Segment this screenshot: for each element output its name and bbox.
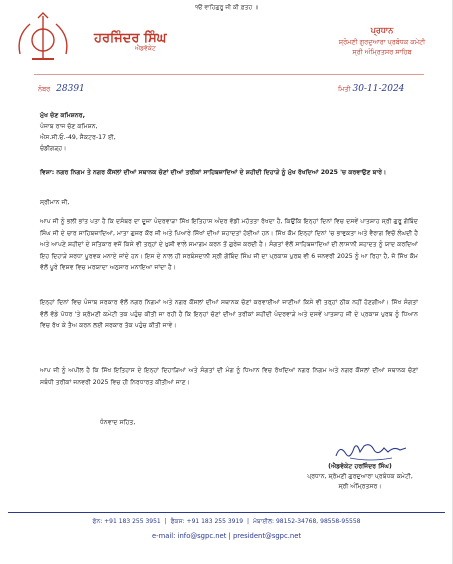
letterhead-name: ਹਰਜਿੰਦਰ ਸਿੰਘ	[94, 31, 167, 46]
phone-number: +91 183 255 3951	[104, 518, 161, 525]
body-paragraph: ਆਪ ਜੀ ਨੂੰ ਭਲੀ ਭਾਂਤ ਪਤਾ ਹੈ ਕਿ ਦਸੰਬਰ ਦਾ ਦੂਜਾ ਪੰਦਰਵਾੜਾ ਸਿੱਖ ਇਤਿਹਾਸ ਅੰਦਰ ਵੱਡੀ ਮਹੱਤਤਾ ਰੱਖਦਾ ਹੈ, ਕਿਉਂਕਿ ਇਨ੍ਹਾਂ ਦਿਨਾਂ ਵਿਚ ਦਸਵੇਂ ਪਾਤਸ਼ਾਹ ਸ੍ਰੀ ਗੁਰੂ ਗੋਬਿੰਦ ਸਿੰਘ ਜੀ ਦੇ ਚਾਰ ਸਾਹਿਬਜ਼ਾਦਿਆਂ, ਮਾਤਾ ਗੁਜਰ ਕੌਰ ਜੀ ਅਤੇ ਪਿਆਰੇ ਸਿੱਖਾਂ ਦੀਆਂ ਸ਼ਹਾਦਤਾਂ ਹੋਈਆਂ ਹਨ। ਸਿੱਖ ਕੌਮ ਇਨ੍ਹਾਂ ਦਿਨਾਂ 'ਚ ਭਾਵੁਕਤਾ ਅਤੇ ਵੈਰਾਗ ਵਿਚੋਂ ਲੰਘਦੀ ਹੈ ਅਤੇ ਆਪਣੇ ਸ਼ਹੀਦਾਂ ਦੇ ਸਤਿਕਾਰ ਵਜੋਂ ਕਿਸੇ ਵੀ ਤਰ੍ਹਾਂ ਦੇ ਖ਼ੁਸ਼ੀ ਵਾਲੇ ਸਮਾਗਮ ਕਰਨ ਤੋਂ ਗੁਰੇਜ਼ ਕਰਦੀ ਹੈ। ਸੰਗਤਾਂ ਵੱਲੋਂ ਸਾਹਿਬਜ਼ਾਦਿਆਂ ਦੀ ਲਾਸਾਨੀ ਸ਼ਹਾਦਤ ਨੂੰ ਯਾਦ ਕਰਦਿਆਂ ਇਹ ਦਿਹਾੜੇ ਸ਼ਰਧਾ ਪੂਰਵਕ ਮਨਾਏ ਜਾਂਦੇ ਹਨ। ਇਸ ਦੇ ਨਾਲ ਹੀ ਸਰਬੰਸਦਾਨੀ ਸ੍ਰੀ ਗੋਬਿੰਦ ਸਿੰਘ ਜੀ ਦਾ ਪ੍ਰਕਾਸ਼ ਪੁਰਬ ਵੀ 6 ਜਨਵਰੀ 2025 ਨੂੰ ਆ ਰਿਹਾ ਹੈ, ਜੋ ਸਿੱਖ ਕੌਮ ਵੱਲੋਂ ਪੂਰੇ ਵਿਸ਼ਵ ਵਿਚ ਮਰਯਾਦਾ ਅਨੁਸਾਰ ਮਨਾਇਆ ਜਾਂਦਾ ਹੈ।	[40, 218, 418, 272]
office-title: ਪ੍ਰਧਾਨ	[370, 26, 394, 35]
mobile-number: 98152-34768, 98558-95558	[275, 518, 361, 525]
recipient-line: ਪੰਜਾਬ ਰਾਜ ਚੋਣ ਕਮਿਸ਼ਨ,	[40, 123, 98, 130]
signatory-name: (ਐਡਵੋਕੇਟ ਹਰਜਿੰਦਰ ਸਿੰਘ)	[328, 463, 392, 470]
office-block	[322, 26, 442, 57]
mobile-label: ਮੋਬਾਈਲ:	[252, 518, 275, 525]
ref-label: ਨੰਬਰ	[38, 85, 51, 93]
invocation-line: ੧ੳ ਵਾਹਿਗੁਰੂ ਜੀ ਕੀ ਫ਼ਤਹ ॥	[194, 4, 259, 11]
office-org: ਸ਼੍ਰੋਮਣੀ ਗੁਰਦੁਆਰਾ ਪ੍ਰਬੰਧਕ ਕਮੇਟੀ	[338, 38, 426, 46]
reference-number	[38, 84, 85, 94]
closing-line: ਧੰਨਵਾਦ ਸਹਿਤ,	[100, 419, 136, 426]
date-value: 30-11-2024	[352, 84, 405, 94]
recipient-line: ਚੰਡੀਗੜ੍ਹ।	[40, 145, 67, 152]
header-divider	[34, 74, 424, 75]
subject-line: ਵਿਸ਼ਾ: ਨਗਰ ਨਿਗਮ ਤੇ ਨਗਰ ਕੌਂਸਲਾਂ ਦੀਆਂ ਸਥਾਨਕ ਚੋਣਾਂ ਦੀਆਂ ਤਰੀਕਾਂ ਸਾਹਿਬਜ਼ਾਦਿਆਂ ਦੇ ਸ਼ਹੀਦੀ ਦਿਹਾੜੇ ਨੂੰ ਮੁੱਖ ਰੱਖਦਿਆਂ 2025 'ਚ ਕਰਵਾਉਣ ਬਾਰੇ।	[40, 169, 387, 176]
recipient-address	[40, 110, 116, 154]
signatory-block	[290, 462, 430, 492]
salutation: ਸ੍ਰੀਮਾਨ ਜੀ,	[40, 199, 70, 206]
footer-divider	[8, 512, 445, 513]
office-place: ਸ੍ਰੀ ਅੰਮ੍ਰਿਤਸਰ ਸਾਹਿਬ	[352, 48, 412, 56]
fax-number: +91 183 255 3919	[186, 518, 244, 525]
recipient-line: ਮੁੱਖ ਚੋਣ ਕਮਿਸ਼ਨਰ,	[40, 112, 85, 119]
body-paragraph: ਆਪ ਜੀ ਨੂੰ ਅਪੀਲ ਹੈ ਕਿ ਸਿੱਖ ਇਤਿਹਾਸ ਦੇ ਇਨ੍ਹਾਂ ਦਿਹਾੜਿਆਂ ਅਤੇ ਸੰਗਤਾਂ ਦੀ ਮੰਗ ਨੂੰ ਧਿਆਨ ਵਿਚ ਰੱਖਦਿਆਂ ਨਗਰ ਨਿਗਮ ਅਤੇ ਨਗਰ ਕੌਂਸਲਾਂ ਦੀਆਂ ਸਥਾਨਕ ਚੋਣਾਂ ਸਬੰਧੀ ਤਰੀਕਾਂ ਜਨਵਰੀ 2025 ਵਿਚ ਹੀ ਨਿਰਧਾਰਤ ਕੀਤੀਆਂ ਜਾਣ।	[40, 367, 418, 386]
footer-contacts: ਫੋਨ: +91 183 255 3951 | ਫੈਕਸ: +91 183 255 3919 | ਮੋਬਾਈਲ: 98152-34768, 98558-95558	[92, 518, 361, 525]
footer-email: e-mail: info@sgpc.net | president@sgpc.net	[151, 532, 302, 540]
signatory-title: ਪ੍ਰਧਾਨ, ਸ਼੍ਰੋਮਣੀ ਗੁਰਦੁਆਰਾ ਪ੍ਰਬੰਧਕ ਕਮੇਟੀ,	[307, 473, 413, 480]
body-paragraph: ਇਨ੍ਹਾਂ ਦਿਨਾਂ ਵਿਚ ਪੰਜਾਬ ਸਰਕਾਰ ਵੱਲੋਂ ਨਗਰ ਨਿਗਮਾਂ ਅਤੇ ਨਗਰ ਕੌਂਸਲਾਂ ਦੀਆਂ ਸਥਾਨਕ ਚੋਣਾਂ ਕਰਵਾਈਆਂ ਜਾਣੀਆਂ ਕਿਸੇ ਵੀ ਤਰ੍ਹਾਂ ਠੀਕ ਨਹੀਂ ਹੋਣਗੀਆਂ। ਸਿੱਖ ਸੰਗਤਾਂ ਵੱਲੋਂ ਵੱਡੇ ਪੱਧਰ 'ਤੇ ਸ਼੍ਰੋਮਣੀ ਕਮੇਟੀ ਤਕ ਪਹੁੰਚ ਕੀਤੀ ਜਾ ਰਹੀ ਹੈ ਕਿ ਇਨ੍ਹਾਂ ਚੋਣਾਂ ਦੀਆਂ ਤਰੀਕਾਂ ਸ਼ਹੀਦੀ ਪੰਦਰਵਾੜੇ ਅਤੇ ਦਸਵੇਂ ਪਾਤਸ਼ਾਹ ਜੀ ਦੇ ਪ੍ਰਕਾਸ਼ ਪੁਰਬ ਨੂੰ ਧਿਆਨ ਵਿਚ ਰੱਖ ਕੇ ਤੈਅ ਕਰਨ ਲਈ ਸਰਕਾਰ ਤੱਕ ਪਹੁੰਚ ਕੀਤੀ ਜਾਵੇ।	[40, 299, 418, 330]
fax-label: ਫੈਕਸ:	[170, 518, 185, 525]
signatory-place: ਸ੍ਰੀ ਅੰਮ੍ਰਿਤਸਰ।	[338, 483, 382, 490]
letter-date	[338, 84, 404, 94]
ref-value: 28391	[56, 84, 85, 94]
recipient-line: ਐਸ.ਸੀ.ਓ.-49, ਸੈਕਟਰ-17 ਈ,	[40, 134, 116, 141]
khanda-emblem-icon	[12, 10, 74, 66]
letterhead-designation: ਐਡਵੋਕੇਟ	[135, 45, 156, 52]
phone-label: ਫੋਨ:	[92, 518, 103, 525]
date-label: ਮਿਤੀ	[338, 85, 351, 93]
handwritten-signature	[330, 438, 410, 464]
